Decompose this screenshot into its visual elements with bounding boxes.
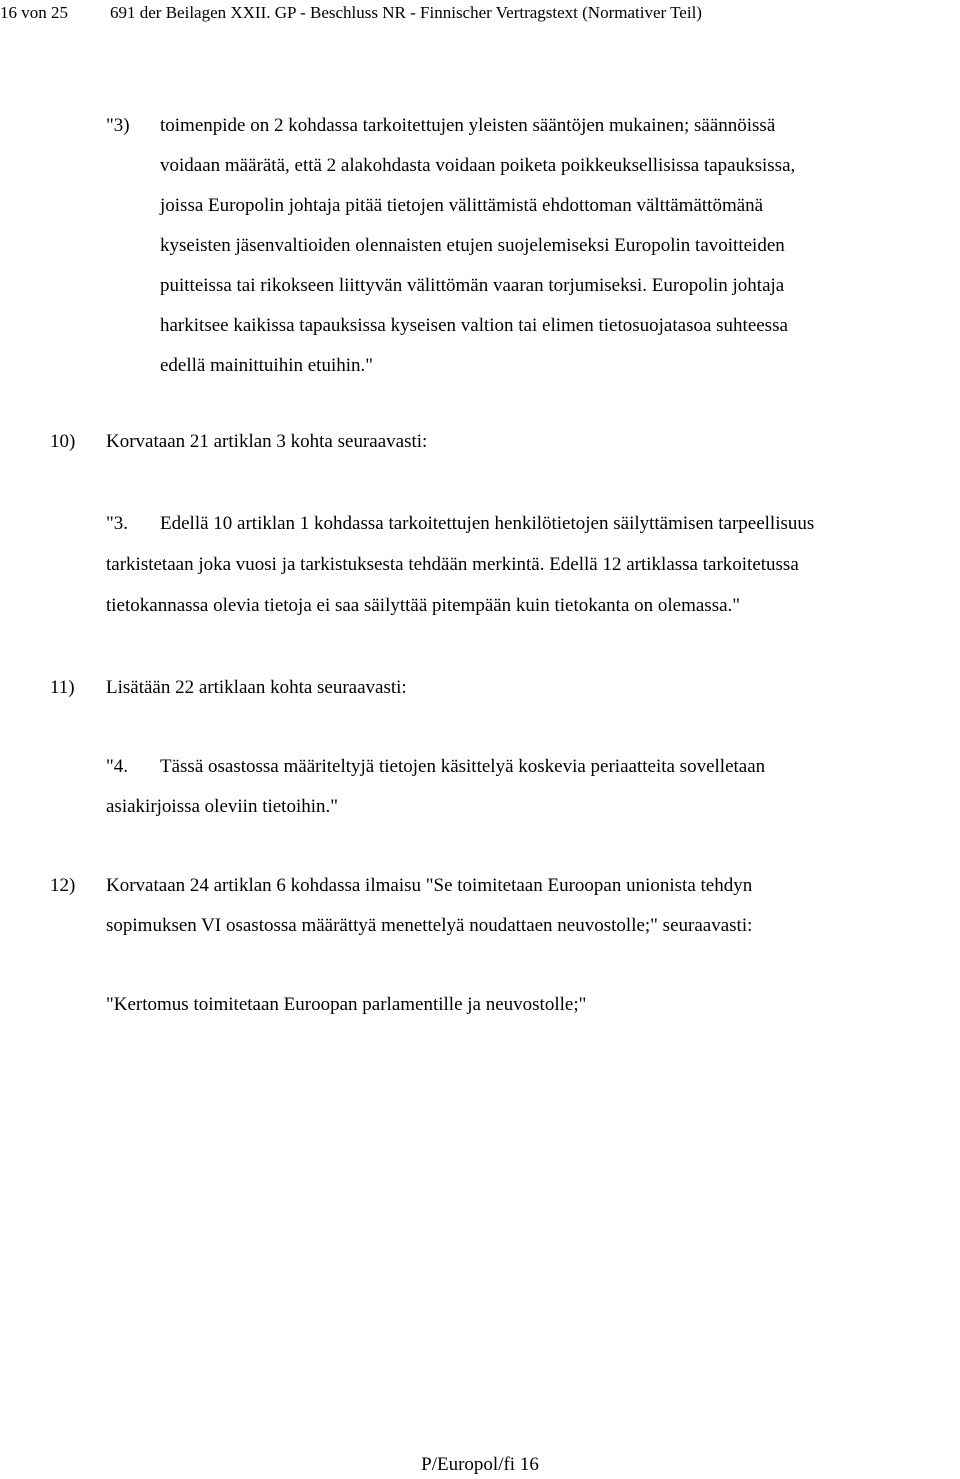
item-11-label: 11) [50,677,75,698]
document-title: 691 der Beilagen XXII. GP - Beschluss NR - Finnischer Vertragstext (Normativer Teil) [110,3,702,22]
item-10-text: Korvataan 21 artiklan 3 kohta seuraavasti: [106,431,428,452]
replacement-block [0,993,960,1023]
page-indicator: 16 von 25 [0,3,68,22]
item-3-line: edellä mainittuihin etuihin." [160,355,374,376]
quote-3-block [0,512,960,622]
item-11-text: Lisätään 22 artiklaan kohta seuraavasti: [106,677,407,698]
item-3-label: "3) [106,115,130,136]
replacement-text: "Kertomus toimitetaan Euroopan parlamentille ja neuvostolle;" [106,994,587,1015]
item-3-line: puitteissa tai rikokseen liittyvän välittömän vaaran torjumiseksi. Europolin johtaja [160,275,785,296]
item-12-block [0,874,960,944]
quote-3-first-line: Edellä 10 artiklan 1 kohdassa tarkoitettujen henkilötietojen säilyttämisen tarpeellisuus [160,513,815,534]
item-12-line: sopimuksen VI osastossa määrättyä menettelyä noudattaen neuvostolle;" seuraavasti: [106,915,753,936]
item-3-line: harkitsee kaikissa tapauksissa kyseisen valtion tai elimen tietosuojatasoa suhteessa [160,315,788,336]
quote-3-line: tietokannassa olevia tietoja ei saa säilyttää pitempään kuin tietokanta on olemassa." [106,595,741,616]
item-3-block [0,0,960,400]
item-3-line: voidaan määrätä, että 2 alakohdasta voidaan poiketa poikkeuksellisissa tapauksissa, [160,155,796,176]
quote-3-line: tarkistetaan joka vuosi ja tarkistuksesta tehdään merkintä. Edellä 12 artiklassa tarkoitetussa [106,554,799,575]
item-3-line: kyseisten jäsenvaltioiden olennaisten etujen suojelemiseksi Europolin tavoitteiden [160,235,785,256]
quote-4-first-line: Tässä osastossa määriteltyjä tietojen käsittelyä koskevia periaatteita sovelletaan [160,756,766,777]
quote-4-block [0,755,960,825]
quote-4-line: asiakirjoissa oleviin tietoihin." [106,796,339,817]
item-3-line: joissa Europolin johtaja pitää tietojen välittämistä ehdottoman välttämättömänä [160,195,764,216]
item-10-block [0,430,960,460]
item-12-label: 12) [50,875,76,896]
item-10-label: 10) [50,431,76,452]
quote-3-label: "3. [106,513,129,534]
page-footer: P/Europol/fi 16 [421,1454,539,1475]
item-11-block [0,676,960,706]
quote-4-label: "4. [106,756,129,777]
item-12-line: Korvataan 24 artiklan 6 kohdassa ilmaisu "Se toimitetaan Euroopan unionista tehdyn [106,875,753,896]
item-3-line: toimenpide on 2 kohdassa tarkoitettujen yleisten sääntöjen mukainen; säännöissä [160,115,776,136]
